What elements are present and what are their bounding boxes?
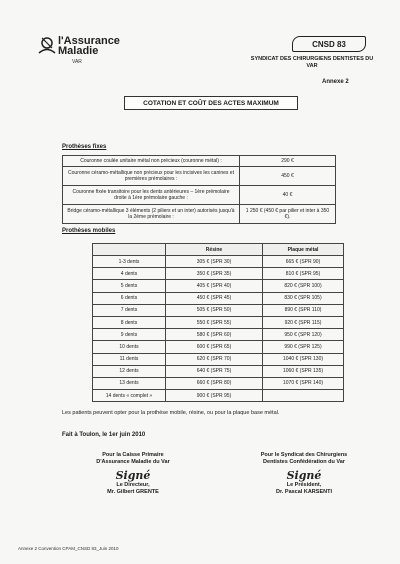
fixed-price: 450 € — [240, 167, 336, 186]
place-date: Fait à Toulon, le 1er juin 2010 — [62, 432, 146, 438]
plaque-cell: 890 € (SPR 110) — [263, 304, 344, 316]
signature-cnsd — [236, 452, 372, 496]
plaque-cell: 665 € (SPR 90) — [263, 256, 344, 268]
page-title: COTATION ET COÛT DES ACTES MAXIMUM — [124, 96, 298, 110]
resine-cell: 550 € (SPR 55) — [166, 316, 263, 328]
col-resine-header: Résine — [166, 244, 263, 256]
mobile-prosthesis-table — [92, 243, 344, 402]
plaque-cell: 830 € (SPR 105) — [263, 292, 344, 304]
fixed-label: Couronne céramo-métallique non précieux pour les incisives les canines et premières prémolaires : — [63, 167, 240, 186]
dents-cell: 13 dents — [93, 377, 166, 389]
table-row — [93, 365, 344, 377]
table-row — [93, 341, 344, 353]
plaque-cell: 820 € (SPR 100) — [263, 280, 344, 292]
dents-cell: 14 dents « complet » — [93, 390, 166, 402]
plaque-cell: 920 € (SPR 115) — [263, 316, 344, 328]
signe-stamp: Signé — [286, 469, 322, 482]
signature-role: Le Directeur, — [116, 482, 150, 488]
resine-cell: 350 € (SPR 35) — [166, 268, 263, 280]
fixed-label: Couronne fixée transitoire pour les dents antérieures – 1ère prémolaire droite à 1ère prémolaire gauche : — [63, 186, 240, 205]
signature-role: Le Président, — [286, 482, 322, 488]
plaque-cell: 990 € (SPR 125) — [263, 341, 344, 353]
col-plaque-header: Plaque métal — [263, 244, 344, 256]
assurance-maladie-mark-icon — [36, 34, 58, 56]
resine-cell: 900 € (SPR 95) — [166, 390, 263, 402]
resine-cell: 505 € (SPR 50) — [166, 304, 263, 316]
table-header-row — [93, 244, 344, 256]
table-row — [93, 304, 344, 316]
logo-name — [58, 36, 120, 56]
dents-cell: 6 dents — [93, 292, 166, 304]
signature-for: Pour le Syndicat des Chirurgiens — [260, 452, 348, 458]
plaque-cell: 1040 € (SPR 130) — [263, 353, 344, 365]
annexe-label: Annexe 2 — [322, 79, 349, 85]
resine-cell: 660 € (SPR 80) — [166, 377, 263, 389]
table-row — [93, 329, 344, 341]
dents-cell: 11 dents — [93, 353, 166, 365]
patient-option-note: Les patients peuvent opter pour la prothèse mobile, résine, ou pour la plaque base métal. — [62, 410, 280, 416]
assurance-maladie-logo — [36, 32, 126, 76]
fixed-prosthesis-table — [62, 155, 336, 224]
table-row — [93, 390, 344, 402]
signature-org: D'Assurance Maladie du Var — [96, 459, 170, 465]
resine-cell: 640 € (SPR 75) — [166, 365, 263, 377]
signe-stamp: Signé — [115, 469, 151, 482]
dents-cell: 4 dents — [93, 268, 166, 280]
fixed-price: 40 € — [240, 186, 336, 205]
col-dents-header — [93, 244, 166, 256]
fixed-price: 1 250 € (450 € par pilier et inter à 350 €). — [240, 205, 336, 224]
logo-line1: l'Assurance — [58, 35, 120, 47]
dents-cell: 7 dents — [93, 304, 166, 316]
fixed-label: Couronne coulée unitaire métal non précieux (couronne métal) : — [63, 156, 240, 167]
plaque-cell: 1070 € (SPR 140) — [263, 377, 344, 389]
resine-cell: 305 € (SPR 30) — [166, 256, 263, 268]
table-row — [93, 256, 344, 268]
table-row — [93, 292, 344, 304]
table-row — [93, 353, 344, 365]
plaque-cell: 1060 € (SPR 135) — [263, 365, 344, 377]
dents-cell: 8 dents — [93, 316, 166, 328]
resine-cell: 405 € (SPR 40) — [166, 280, 263, 292]
cnsd-org-name: SYNDICAT DES CHIRURGIENS DENTISTES DU VAR — [250, 56, 374, 69]
resine-cell: 600 € (SPR 65) — [166, 341, 263, 353]
table-row — [63, 167, 336, 186]
document-footer: Annexe 2 Convention CPAM_CNSD 83_Juin 2010 — [18, 546, 119, 551]
table-row — [63, 186, 336, 205]
signature-cpam — [70, 452, 196, 496]
dents-cell: 12 dents — [93, 365, 166, 377]
resine-cell: 450 € (SPR 45) — [166, 292, 263, 304]
logo-sub: VAR — [72, 59, 82, 65]
fixed-prosthesis-heading: Prothèses fixes — [62, 144, 107, 150]
signature-for: Pour la Caisse Primaire — [102, 452, 164, 458]
plaque-cell: 950 € (SPR 120) — [263, 329, 344, 341]
dents-cell: 5 dents — [93, 280, 166, 292]
cnsd-badge: CNSD 83 — [292, 36, 366, 52]
plaque-cell: 810 € (SPR 95) — [263, 268, 344, 280]
logo-line2: Maladie — [58, 45, 99, 57]
table-row — [93, 377, 344, 389]
dents-cell: 1-3 dents — [93, 256, 166, 268]
resine-cell: 580 € (SPR 60) — [166, 329, 263, 341]
signature-name: Mr. Gilbert GRENTE — [107, 489, 159, 495]
resine-cell: 620 € (SPR 70) — [166, 353, 263, 365]
fixed-price: 290 € — [240, 156, 336, 167]
table-row — [93, 268, 344, 280]
table-row — [93, 316, 344, 328]
dents-cell: 9 dents — [93, 329, 166, 341]
signature-name: Dr. Pascal KARSENTI — [276, 489, 332, 495]
signature-org: Dentistes Confédération du Var — [263, 459, 345, 465]
table-row — [63, 156, 336, 167]
dents-cell: 10 dents — [93, 341, 166, 353]
fixed-label: Bridge céramo-métallique 3 éléments (2 piliers et un inter) autorisés jusqu'à la 2ème prémolaire : — [63, 205, 240, 224]
table-row — [63, 205, 336, 224]
plaque-cell — [263, 390, 344, 402]
table-row — [93, 280, 344, 292]
mobile-prosthesis-heading: Prothèses mobiles — [62, 228, 116, 234]
